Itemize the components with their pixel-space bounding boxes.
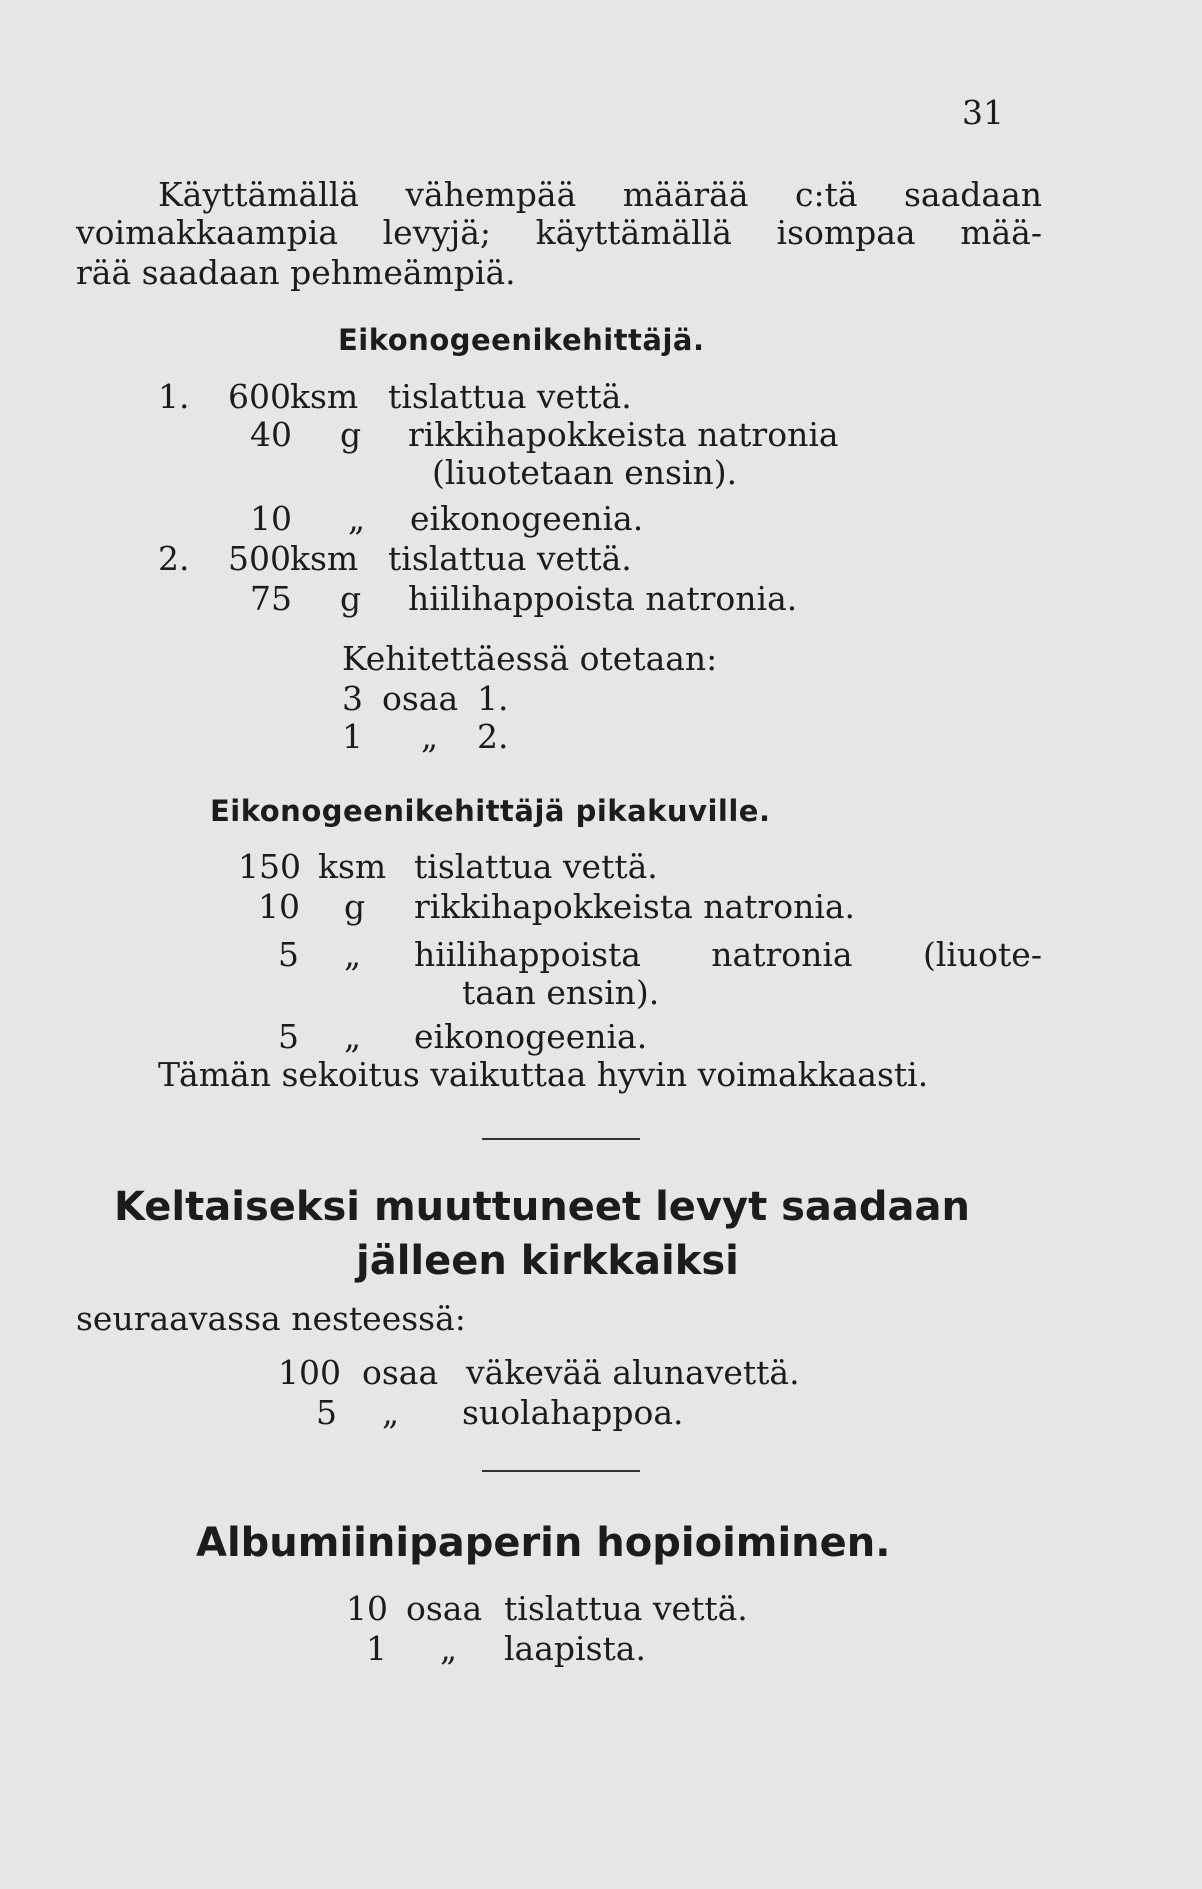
row-qty: 1 — [366, 1629, 387, 1668]
row-qty: 600 — [228, 377, 291, 416]
section-title-developer: Eikonogeenikehittäjä. — [338, 323, 705, 357]
mix-unit: „ — [420, 717, 439, 756]
intro-word: isompaa — [776, 213, 916, 252]
row-unit: osaa — [362, 1353, 439, 1392]
row-qty: 10 — [250, 499, 292, 538]
recipe-row — [258, 888, 855, 926]
recipe-row — [346, 1590, 748, 1628]
row-text: suolahappoa. — [462, 1393, 684, 1432]
mix-qty: 1 — [342, 717, 363, 756]
row-text: tislattua vettä. — [388, 377, 632, 416]
row-text: tislattua vettä. — [504, 1589, 748, 1628]
section-note: Tämän sekoitus vaikuttaa hyvin voimakkaasti. — [158, 1055, 929, 1094]
intro-word: mää- — [960, 213, 1042, 252]
recipe-row — [278, 1354, 800, 1392]
row-unit: g — [344, 887, 366, 926]
recipe-row — [158, 540, 632, 578]
intro-word: Käyttämällä — [158, 175, 359, 214]
intro-line-3: rää saadaan pehmeämpiä. — [76, 253, 516, 292]
row-word: hiilihappoista — [414, 935, 641, 974]
row-qty: 100 — [278, 1353, 341, 1392]
recipe-row — [250, 416, 839, 454]
section-lead: seuraavassa nesteessä: — [76, 1299, 466, 1338]
row-qty: 150 — [238, 847, 301, 886]
row-unit: ksm — [290, 377, 359, 416]
page-number: 31 — [962, 93, 1004, 132]
recipe-row — [250, 500, 643, 538]
row-unit: „ — [344, 935, 362, 974]
mix-row — [342, 718, 509, 756]
row-unit: „ — [344, 1017, 362, 1056]
recipe-row — [238, 848, 658, 886]
row-text: rikkihapokkeista natronia. — [414, 887, 856, 926]
mix-ref: 1. — [477, 679, 509, 718]
row-qty: 75 — [250, 579, 292, 618]
mix-ref: 2. — [477, 717, 509, 756]
row-text: väkevää alunavettä. — [466, 1353, 800, 1392]
row-unit: g — [340, 579, 362, 618]
intro-word: voimakkaampia — [76, 213, 339, 252]
row-qty: 5 — [278, 1017, 299, 1056]
recipe-row-continuation: taan ensin). — [462, 973, 660, 1012]
row-unit: ksm — [318, 847, 387, 886]
intro-word: vähempää — [405, 175, 577, 214]
intro-word: levyjä; — [382, 213, 492, 252]
recipe-row — [366, 1630, 646, 1668]
row-unit: „ — [440, 1629, 458, 1668]
intro-word: saadaan — [903, 175, 1042, 214]
row-text: laapista. — [504, 1629, 646, 1668]
row-text: tislattua vettä. — [388, 539, 632, 578]
section-title-yellowed-plates-2: jälleen kirkkaiksi — [356, 1238, 739, 1284]
section-title-albumen-silvering: Albumiinipaperin hopioiminen. — [196, 1520, 891, 1566]
row-qty: 40 — [250, 415, 292, 454]
recipe-row — [278, 1018, 647, 1056]
row-qty: 5 — [278, 935, 299, 974]
row-word: (liuote- — [922, 935, 1042, 974]
row-qty: 10 — [258, 887, 300, 926]
row-text: tislattua vettä. — [414, 847, 658, 886]
row-text: rikkihapokkeista natronia — [408, 415, 839, 454]
intro-word: c:tä — [794, 175, 858, 214]
row-word: natronia — [711, 935, 853, 974]
mix-title: Kehitettäessä otetaan: — [342, 639, 718, 678]
row-text: hiilihappoista natronia. — [408, 579, 798, 618]
row-unit: „ — [348, 499, 366, 538]
row-qty: 5 — [316, 1393, 337, 1432]
row-unit: ksm — [290, 539, 359, 578]
section-divider — [482, 1470, 640, 1472]
row-number: 1. — [158, 377, 190, 416]
row-text: eikonogeenia. — [414, 1017, 648, 1056]
intro-word: määrää — [622, 175, 749, 214]
recipe-row — [158, 378, 632, 416]
section-title-fast-developer: Eikonogeenikehittäjä pikakuville. — [210, 794, 771, 828]
row-text: eikonogeenia. — [410, 499, 644, 538]
section-title-yellowed-plates: Keltaiseksi muuttuneet levyt saadaan — [114, 1184, 970, 1230]
intro-line-1 — [158, 176, 1042, 214]
mix-row — [342, 680, 509, 718]
recipe-row-continuation: (liuotetaan ensin). — [432, 453, 738, 492]
row-unit: osaa — [406, 1589, 483, 1628]
row-qty: 10 — [346, 1589, 388, 1628]
recipe-row — [316, 1394, 684, 1432]
mix-unit: osaa — [382, 679, 459, 718]
row-unit: „ — [382, 1393, 400, 1432]
row-number: 2. — [158, 539, 190, 578]
recipe-row — [250, 580, 797, 618]
intro-word: käyttämällä — [535, 213, 732, 252]
section-divider — [482, 1138, 640, 1140]
row-text-justified — [414, 936, 1042, 974]
mix-qty: 3 — [342, 679, 363, 718]
row-qty: 500 — [228, 539, 291, 578]
intro-line-2 — [76, 214, 1042, 252]
recipe-row — [278, 936, 414, 974]
row-unit: g — [340, 415, 362, 454]
